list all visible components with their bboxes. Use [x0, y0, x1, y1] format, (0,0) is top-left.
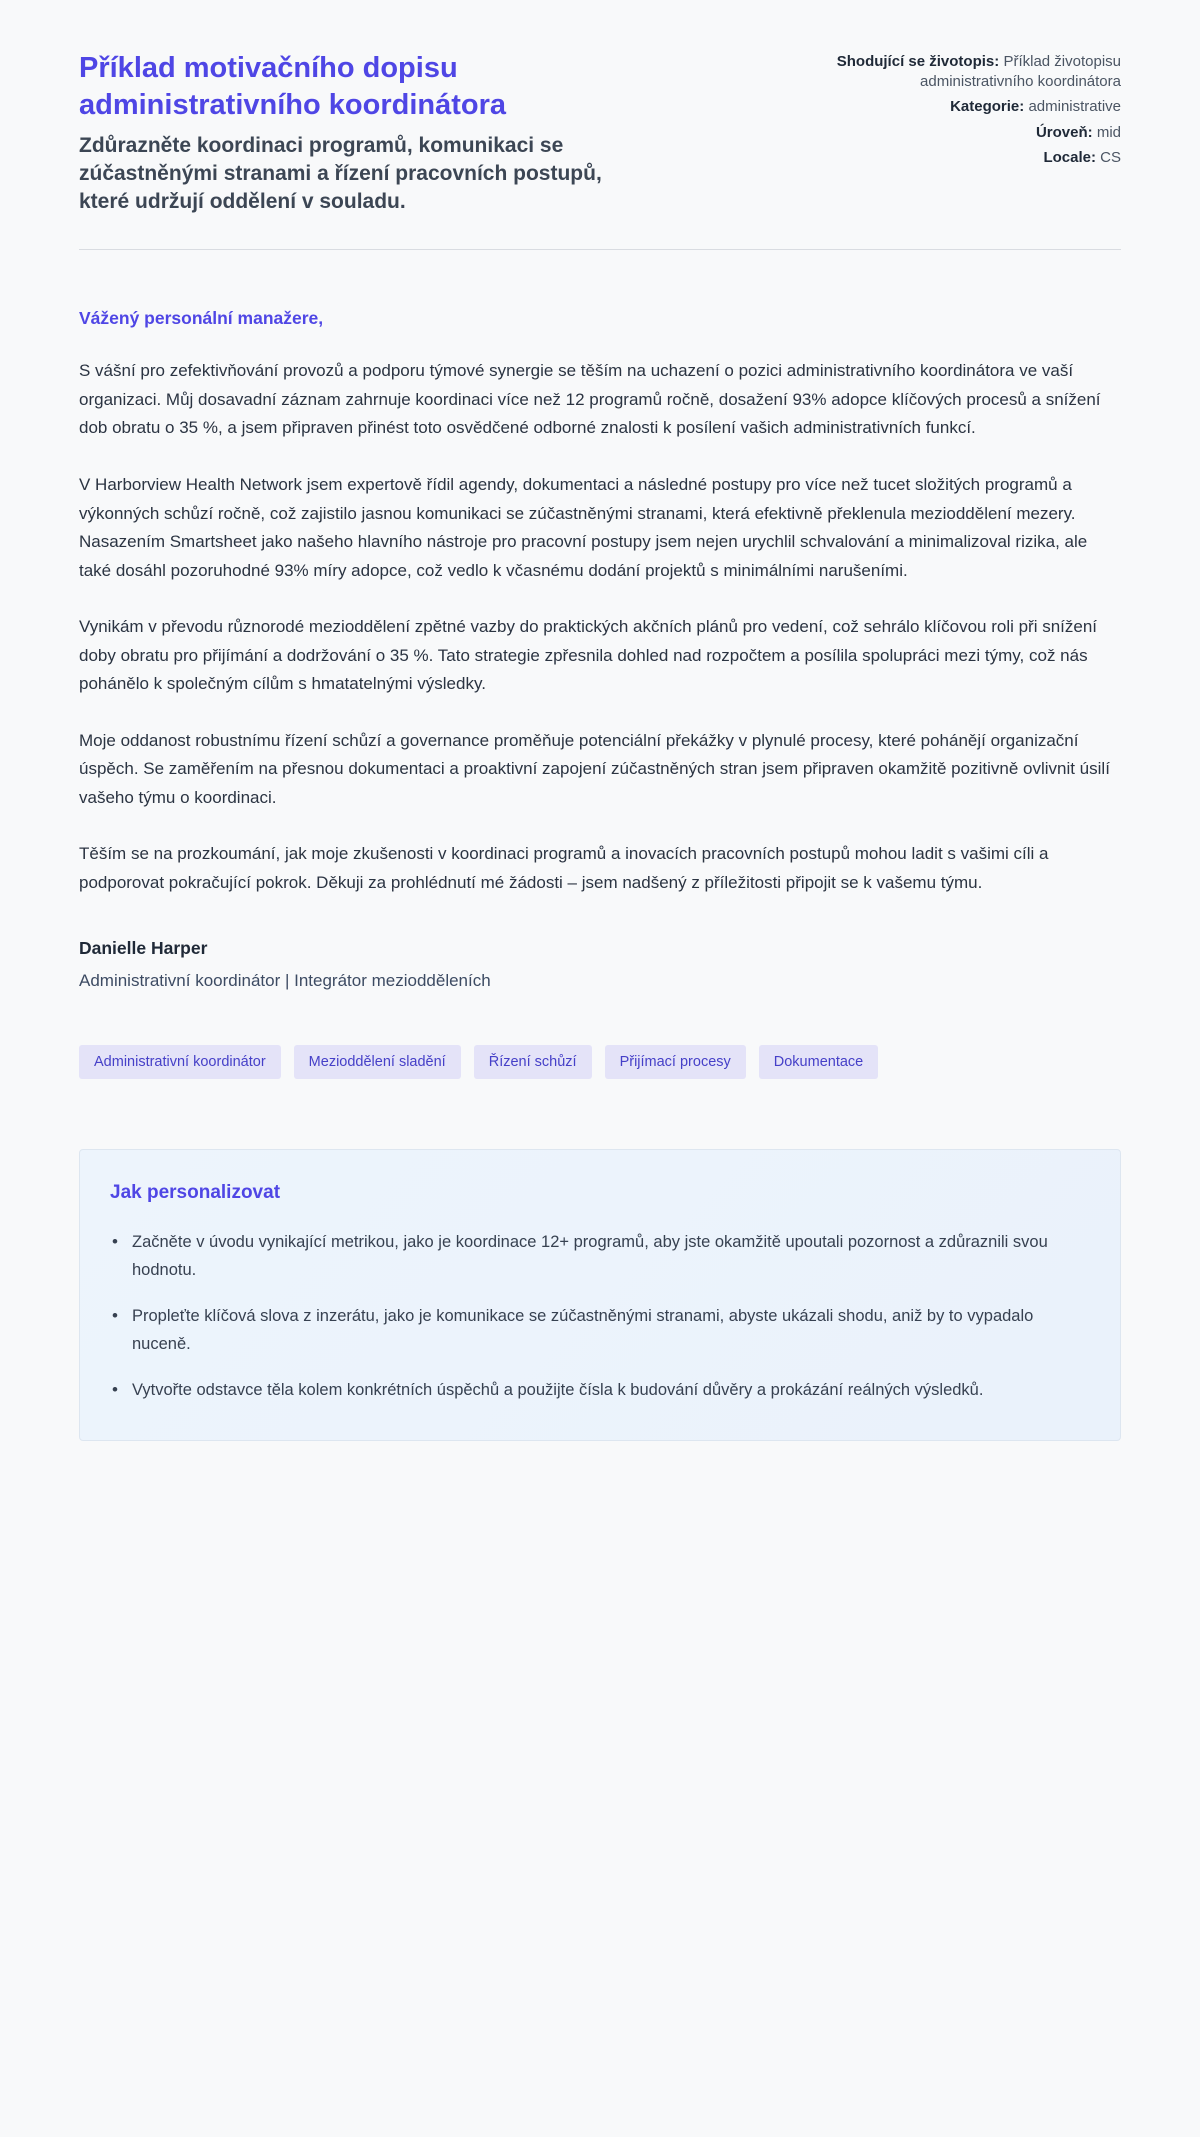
meta-category — [791, 97, 1121, 117]
keyword-tags — [79, 1045, 1121, 1080]
tag-mezioddeleni-sladeni[interactable]: Mezioddělení sladění — [294, 1045, 461, 1080]
letter-paragraph: S vášní pro zefektivňování provozů a podporu týmové synergie se těším na uchazení o pozici administrativního koordinátora ve vaší organizaci. Můj dosavadní záznam zahrnuje koordinaci více než 12 programů ročně, dosažení 93% adopce klíčových procesů a snížení dob obratu o 35 %, a jsem připraven přinést toto osvědčené odborné znalosti k posílení vašich administrativních funkcí. — [79, 361, 1101, 438]
meta-level-label: Úroveň: — [1035, 123, 1093, 141]
meta-matching-resume-label: Shodující se životopis: — [836, 53, 1000, 70]
page-header — [79, 50, 1121, 215]
tag-dokumentace[interactable]: Dokumentace — [759, 1045, 878, 1080]
signature-name: Danielle Harper — [79, 937, 208, 958]
letter-greeting: Vážený personální manažere, — [79, 308, 324, 329]
personalization-tip: • Vytvořte odstavce těla kolem konkrétních úspěchů a použijte čísla k budování důvěry a prokázání reálných výsledků. — [102, 1376, 1062, 1404]
personalization-tips — [102, 1228, 1090, 1404]
letter-paragraph: V Harborview Health Network jsem expertově řídil agendy, dokumentaci a následné postupy pro více než tucet složitých programů a výkonných schůzí ročně, což zajistilo jasnou komunikaci se zúčastněnými stranami, která efektivně překlenula mezioddělení mezery. Nasazením Smartsheet jako našeho hlavního nástroje pro pracovní postupy jsem nejen urychlil schvalování a minimalizoval rizika, ale také dosáhl pozoruhodné 93% míry adopce, což vedlo k včasnému dodání projektů s minimálními narušeními. — [79, 475, 1088, 580]
personalization-tip: • Začněte v úvodu vynikající metrikou, jako je koordinace 12+ programů, aby jste okamžitě upoutali pozornost a zdůraznili svou hodnotu. — [102, 1228, 1062, 1284]
header-title-block — [79, 50, 639, 215]
tag-rizeni-schuzi[interactable]: Řízení schůzí — [474, 1045, 592, 1080]
header-divider — [79, 249, 1121, 250]
letter-paragraph: Vynikám v převodu různorodé mezioddělení zpětné vazby do praktických akčních plánů pro vedení, což sehrálo klíčovou roli při snížení doby obratu pro přijímání a dodržování o 35 %. Tato strategie zpřesnila dohled nad rozpočtem a posílila spolupráci mezi týmy, což nás pohánělo k společným cílům s hmatatelnými výsledky. — [79, 617, 1098, 694]
personalization-heading: Jak personalizovat — [110, 1182, 281, 1204]
meta-matching-resume — [791, 52, 1121, 91]
page-title: Příklad motivačního dopisu administrativního koordinátora — [79, 52, 506, 122]
page-subtitle: Zdůrazněte koordinaci programů, komunikaci se zúčastněnými stranami a řízení pracovních postupů, které udržují oddělení v souladu. — [79, 134, 602, 213]
personalization-box — [79, 1149, 1121, 1441]
signature-block — [79, 938, 1121, 991]
meta-level-value: mid — [1096, 123, 1121, 141]
meta-category-value: administrative — [1028, 98, 1121, 115]
personalization-tip: • Propleťte klíčová slova z inzerátu, jako je komunikace se zúčastněnými stranami, abyste ukázali shodu, aniž by to vypadalo nuceně. — [102, 1302, 1062, 1358]
meta-locale-label: Locale: — [1043, 149, 1096, 166]
letter-paragraph: Moje oddanost robustnímu řízení schůzí a governance proměňuje potenciální překážky v plynulé procesy, které pohánějí organizační úspěch. Se zaměřením na přesnou dokumentaci a proaktivní zapojení zúčastněných stran jsem připraven okamžitě pozitivně ovlivnit úsilí vašeho týmu o koordinaci. — [79, 730, 1110, 807]
meta-matching-resume-value: Příklad životopisu administrativního koordinátora — [920, 53, 1121, 90]
meta-level — [791, 123, 1121, 143]
letter-body — [79, 308, 1121, 990]
tag-administrativni-koordinator[interactable]: Administrativní koordinátor — [79, 1045, 281, 1080]
tag-prijimaci-procesy[interactable]: Přijímací procesy — [605, 1045, 746, 1080]
signature-role: Administrativní koordinátor | Integrátor meziodděleních — [79, 970, 491, 990]
meta-locale-value: CS — [1100, 149, 1121, 166]
letter-paragraph: Těším se na prozkoumání, jak moje zkušenosti v koordinaci programů a inovacích pracovních postupů mohou ladit s vašimi cíli a podporovat pokračující pokrok. Děkuji za prohlédnutí mé žádosti – jsem nadšený z příležitosti připojit se k vašemu týmu. — [79, 844, 1049, 893]
header-meta — [791, 50, 1121, 174]
meta-locale — [791, 148, 1121, 168]
meta-category-label: Kategorie: — [950, 98, 1025, 115]
